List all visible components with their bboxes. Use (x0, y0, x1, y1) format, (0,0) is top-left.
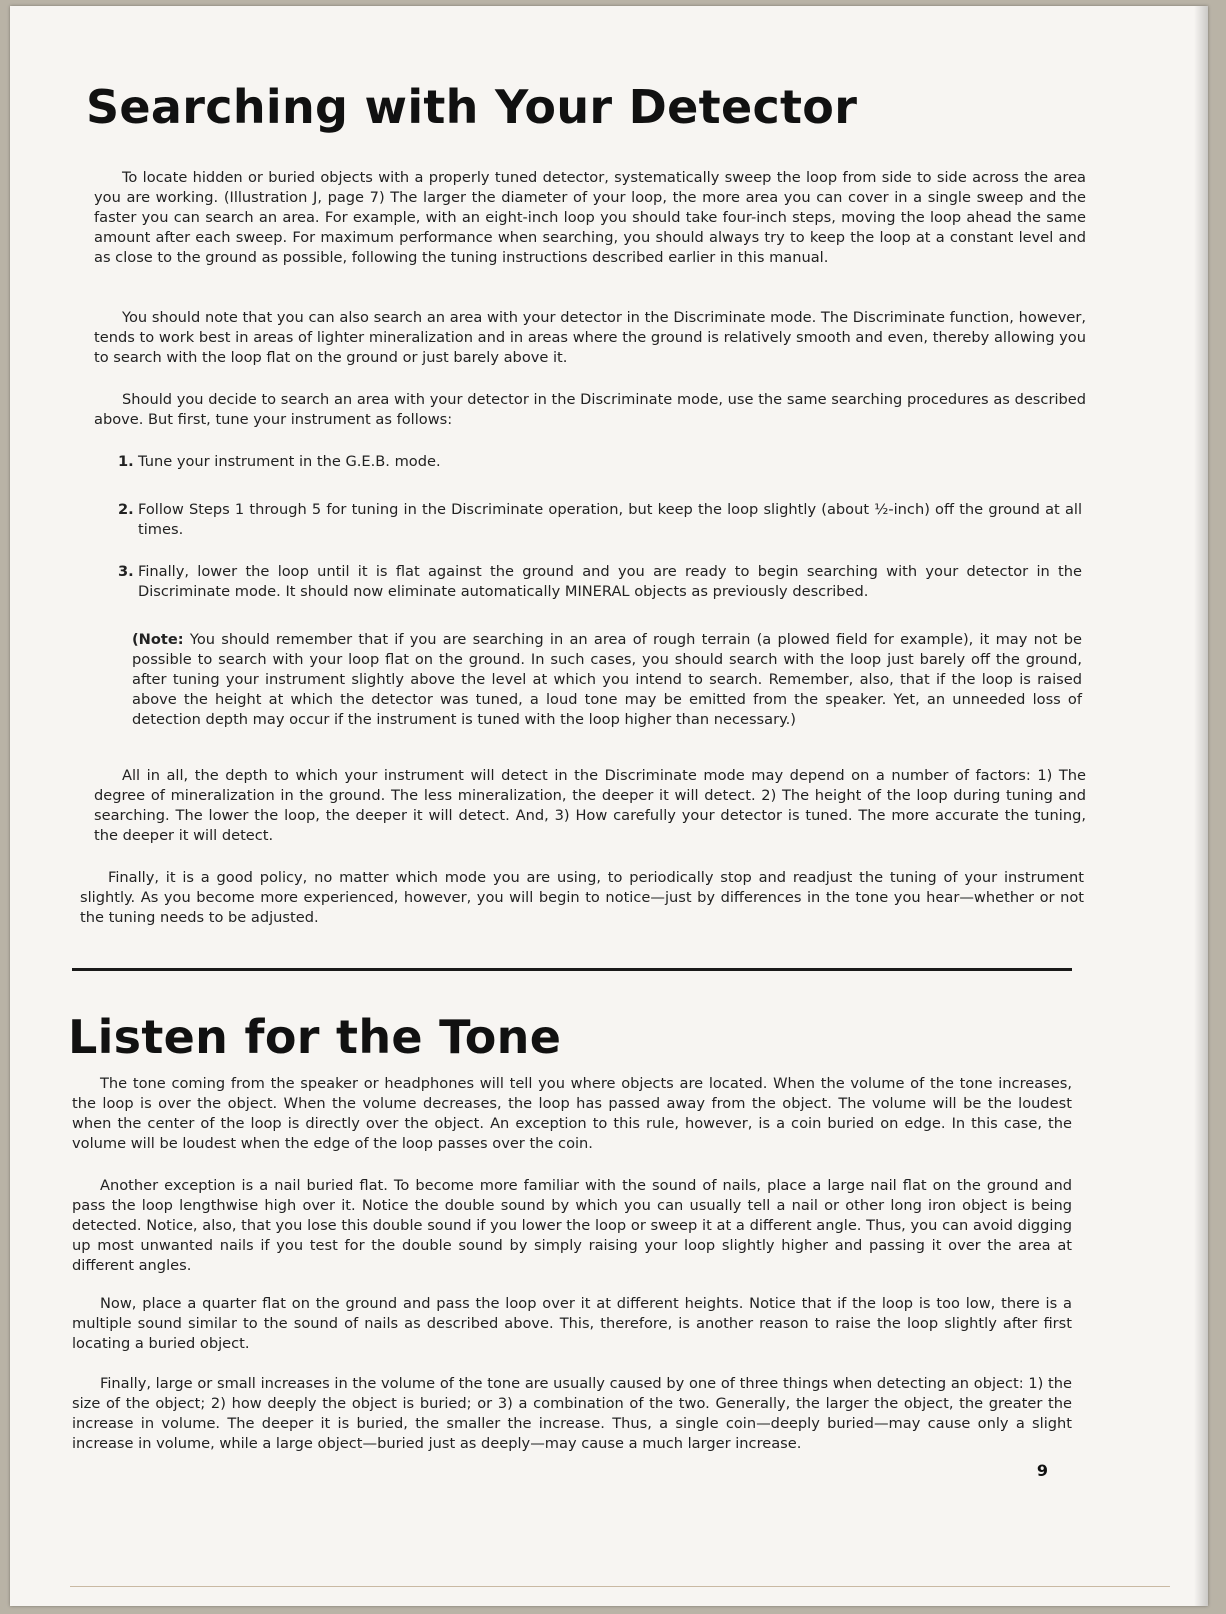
paragraph-text: Should you decide to search an area with your detector in the Discriminate mode, use the same searching procedures as described above. But first, tune your instrument as follows: (94, 391, 1086, 428)
manual-page (10, 6, 1208, 1606)
step-number: 1. (118, 453, 134, 470)
step-text: Tune your instrument in the G.E.B. mode. (138, 453, 441, 470)
step-number: 2. (118, 501, 134, 518)
note-block (132, 630, 1082, 730)
step-3 (118, 562, 1082, 602)
note-text: You should remember that if you are searching in an area of rough terrain (a plowed field for example), it may not be possible to search with your loop flat on the ground. In such cases, you should search with the loop just barely off the ground, after tuning your instrument slightly above the level at which you intend to search. Remember, also, that if the loop is raised above the height at which the detector was tuned, a loud tone may be emitted from the speaker. Yet, an unneeded loss of detection depth may occur if the instrument is tuned with the loop higher than necessary.) (132, 631, 1082, 728)
section-divider (72, 968, 1072, 971)
step-1 (118, 452, 1082, 472)
paragraph-depth-factors (94, 766, 1086, 846)
section-title-listen: Listen for the Tone (68, 1010, 562, 1064)
paragraph-volume-increase (72, 1374, 1072, 1454)
paragraph-tone-location (72, 1074, 1072, 1154)
paragraph-text: Finally, large or small increases in the volume of the tone are usually caused by one of three things when detecting an object: 1) the size of the object; 2) how deeply the object is buried; or 3) a combination of the two. Generally, the larger the object, the greater the increase in volume. The deeper it is buried, the smaller the increase. Thus, a single coin—deeply buried—may cause only a slight increase in volume, while a large object—buried just as deeply—may cause a much larger increase. (72, 1375, 1072, 1452)
paragraph-text: You should note that you can also search an area with your detector in the Discriminate mode. The Discriminate function, however, tends to work best in areas of lighter mineralization and in areas where the ground is relatively smooth and even, thereby allowing you to search with the loop flat on the ground or just barely above it. (94, 309, 1086, 366)
step-number: 3. (118, 563, 134, 580)
paragraph-text: Another exception is a nail buried flat. To become more familiar with the sound of nails, place a large nail flat on the ground and pass the loop lengthwise high over it. Notice the double sound by which you can usually tell a nail or other long iron object is being detected. Notice, also, that you lose this double sound if you lower the loop or sweep it at a different angle. Thus, you can avoid digging up most unwanted nails if you test for the double sound by simply raising your loop slightly higher and passing it over the area at different angles. (72, 1177, 1072, 1274)
note-label: (Note: (132, 631, 184, 648)
paragraph-readjust-tuning (80, 868, 1084, 928)
paragraph-discriminate-note (94, 308, 1086, 368)
paragraph-text: All in all, the depth to which your instrument will detect in the Discriminate mode may depend on a number of factors: 1) The degree of mineralization in the ground. The less mineralization, the deeper it will detect. 2) The height of the loop during tuning and searching. The lower the loop, the deeper it will detect. And, 3) How carefully your detector is tuned. The more accurate the tuning, the deeper it will detect. (94, 767, 1086, 844)
paragraph-text: Now, place a quarter flat on the ground and pass the loop over it at different heights. Notice that if the loop is too low, there is a multiple sound similar to the sound of nails as described above. This, therefore, is another reason to raise the loop slightly after first locating a buried object. (72, 1295, 1072, 1352)
step-2 (118, 500, 1082, 540)
paragraph-nail-exception (72, 1176, 1072, 1276)
paragraph-text: Finally, it is a good policy, no matter which mode you are using, to periodically stop and readjust the tuning of your instrument slightly. As you become more experienced, however, you will begin to notice—just by differences in the tone you hear—whether or not the tuning needs to be adjusted. (80, 869, 1084, 926)
paragraph-tune-first (94, 390, 1086, 430)
paragraph-locate-objects (94, 168, 1086, 268)
paragraph-text: To locate hidden or buried objects with a properly tuned detector, systematically sweep the loop from side to side across the area you are working. (Illustration J, page 7) The larger the diameter of your loop, the more area you can cover in a single sweep and the faster you can search an area. For example, with an eight-inch loop you should take four-inch steps, moving the loop ahead the same amount after each sweep. For maximum performance when searching, you should always try to keep the loop at a constant level and as close to the ground as possible, following the tuning instructions described earlier in this manual. (94, 169, 1086, 266)
paragraph-text: The tone coming from the speaker or headphones will tell you where objects are located. When the volume of the tone increases, the loop is over the object. When the volume decreases, the loop has passed away from the object. The volume will be the loudest when the center of the loop is directly over the object. An exception to this rule, however, is a coin buried on edge. In this case, the volume will be loudest when the edge of the loop passes over the coin. (72, 1075, 1072, 1152)
step-text: Finally, lower the loop until it is flat against the ground and you are ready to begin searching with your detector in the Discriminate mode. It should now eliminate automatically MINERAL objects as previously described. (138, 563, 1082, 600)
section-title-searching: Searching with Your Detector (86, 80, 858, 134)
page-number: 9 (1036, 1461, 1048, 1480)
bottom-edge-line (70, 1586, 1170, 1587)
step-text: Follow Steps 1 through 5 for tuning in the Discriminate operation, but keep the loop slightly (about ½-inch) off the ground at all times. (138, 501, 1082, 538)
paragraph-quarter-test (72, 1294, 1072, 1354)
